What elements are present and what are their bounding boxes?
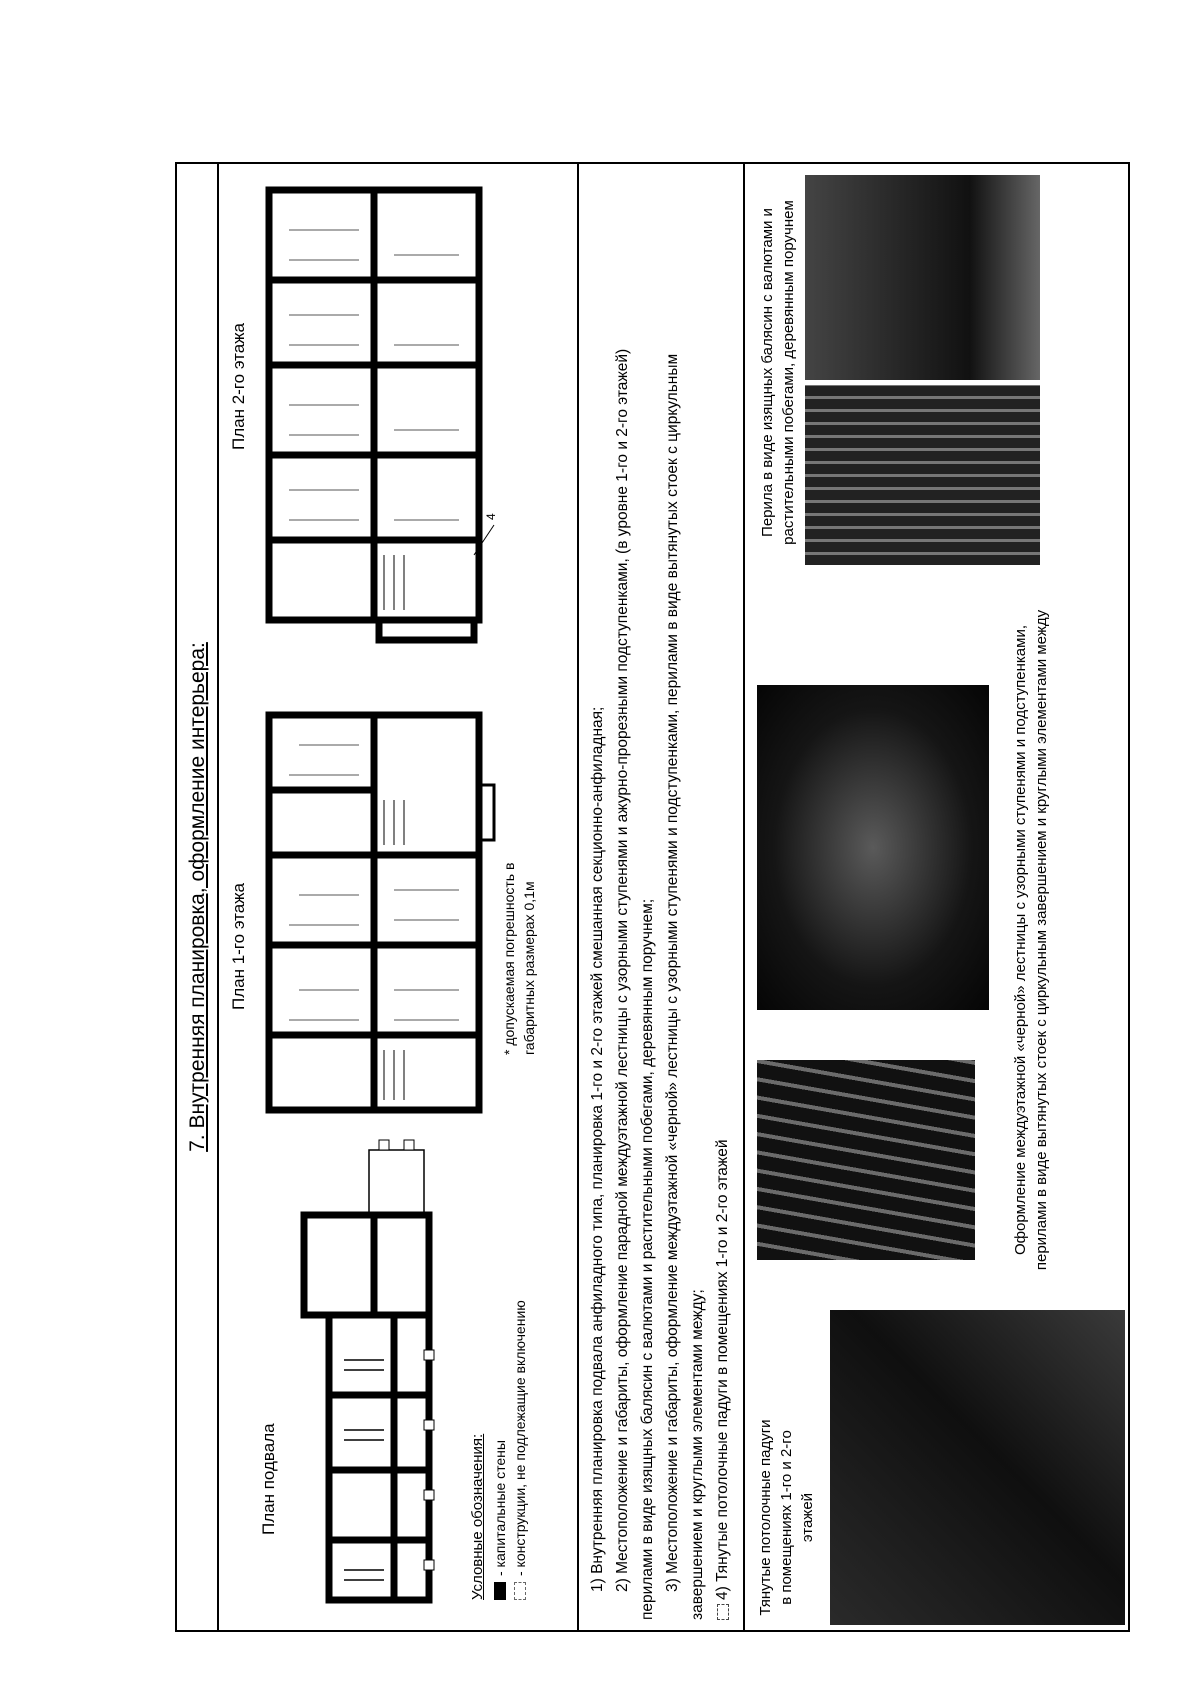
note-line-2: габаритных размерах 0,1м [521, 881, 537, 1055]
photo-row [745, 164, 1130, 1630]
legend [469, 1300, 528, 1600]
document-sheet [175, 162, 1130, 1632]
black-staircase-photo [757, 1060, 975, 1260]
railing-caption-line-2: растительными побегами, деревянным поручнем [780, 200, 797, 545]
note-line-1: * допускаемая погрешность в [501, 862, 517, 1055]
legend-walls-label: - капитальные стены [492, 1440, 508, 1576]
legend-item-walls [492, 1300, 508, 1600]
solid-wall-swatch [494, 1582, 506, 1600]
item-3b: завершением и круглыми элементами между; [689, 1289, 706, 1620]
ceiling-caption [755, 1415, 818, 1620]
black-staircase-caption [1010, 580, 1052, 1300]
basement-plan-drawing [299, 1110, 464, 1610]
description-text [579, 164, 745, 1630]
item-1: 1) Внутренняя планировка подвала анфиладного типа, планировка 1-го и 2-го этажей смешанная секционно-анфиладная; [589, 706, 606, 1592]
legend-item-excluded [512, 1300, 528, 1600]
railing-photo-1 [805, 385, 1040, 565]
item-2b: перилами в виде изящных балясин с валютами и растительными побегами, деревянным поручнем; [639, 898, 656, 1620]
black-staircase-caption-line-2: перилами в виде вытянутых стоек с циркульным завершением и круглыми элементами между [1033, 609, 1050, 1271]
plan-marker-4: 4 [484, 513, 498, 520]
item-4: 4) Тянутые потолочные падуги в помещениях 1-го и 2-го этажей [714, 1139, 731, 1600]
ceiling-caption-line-2: в помещениях 1-го и 2-го [778, 1430, 795, 1605]
plans-row [219, 164, 579, 1630]
title-row [177, 164, 219, 1630]
staircase-detail-photo [757, 685, 989, 1010]
floor2-plan-drawing [259, 180, 499, 650]
section-title: 7. Внутренняя планировка, оформление интерьера: [186, 642, 209, 1152]
ceiling-photo [830, 1310, 1125, 1625]
floor2-plan-label: План 2-го этажа [229, 322, 248, 450]
dashed-marker-icon [717, 1604, 729, 1620]
railing-caption-line-1: Перила в виде изящных балясин с валютами и [759, 208, 776, 537]
legend-title: Условные обозначения: [469, 1433, 486, 1600]
dashed-swatch [514, 1582, 526, 1600]
ceiling-caption-line-1: Тянутые потолочные падуги [757, 1419, 774, 1616]
basement-plan-label: План подвала [259, 1423, 278, 1535]
tolerance-note [499, 805, 539, 1055]
black-staircase-caption-line-1: Оформление междуэтажной «черной» лестницы с узорными ступенями и подступенками, [1012, 624, 1029, 1256]
floor1-plan-label: План 1-го этажа [229, 882, 248, 1010]
legend-excluded-label: - конструкции, не подлежащие включению [512, 1300, 528, 1576]
item-3a: 3) Местоположение и габариты, оформление междуэтажной «черной» лестницы с узорными ступенями и подступенками, перилами в виде вытянутых стоек с циркульным [664, 353, 681, 1592]
ceiling-caption-line-3: этажей [799, 1492, 816, 1543]
item-2a: 2) Местоположение и габариты, оформление парадной междуэтажной лестницы с узорными ступенями и ажурно-прорезными подступенками, (в уровне 1-го и 2-го этажей) [614, 348, 631, 1592]
item-4-line [710, 174, 735, 1620]
railing-photo-2 [805, 175, 1040, 380]
railing-caption [757, 175, 799, 570]
floor1-plan-drawing [259, 700, 499, 1120]
